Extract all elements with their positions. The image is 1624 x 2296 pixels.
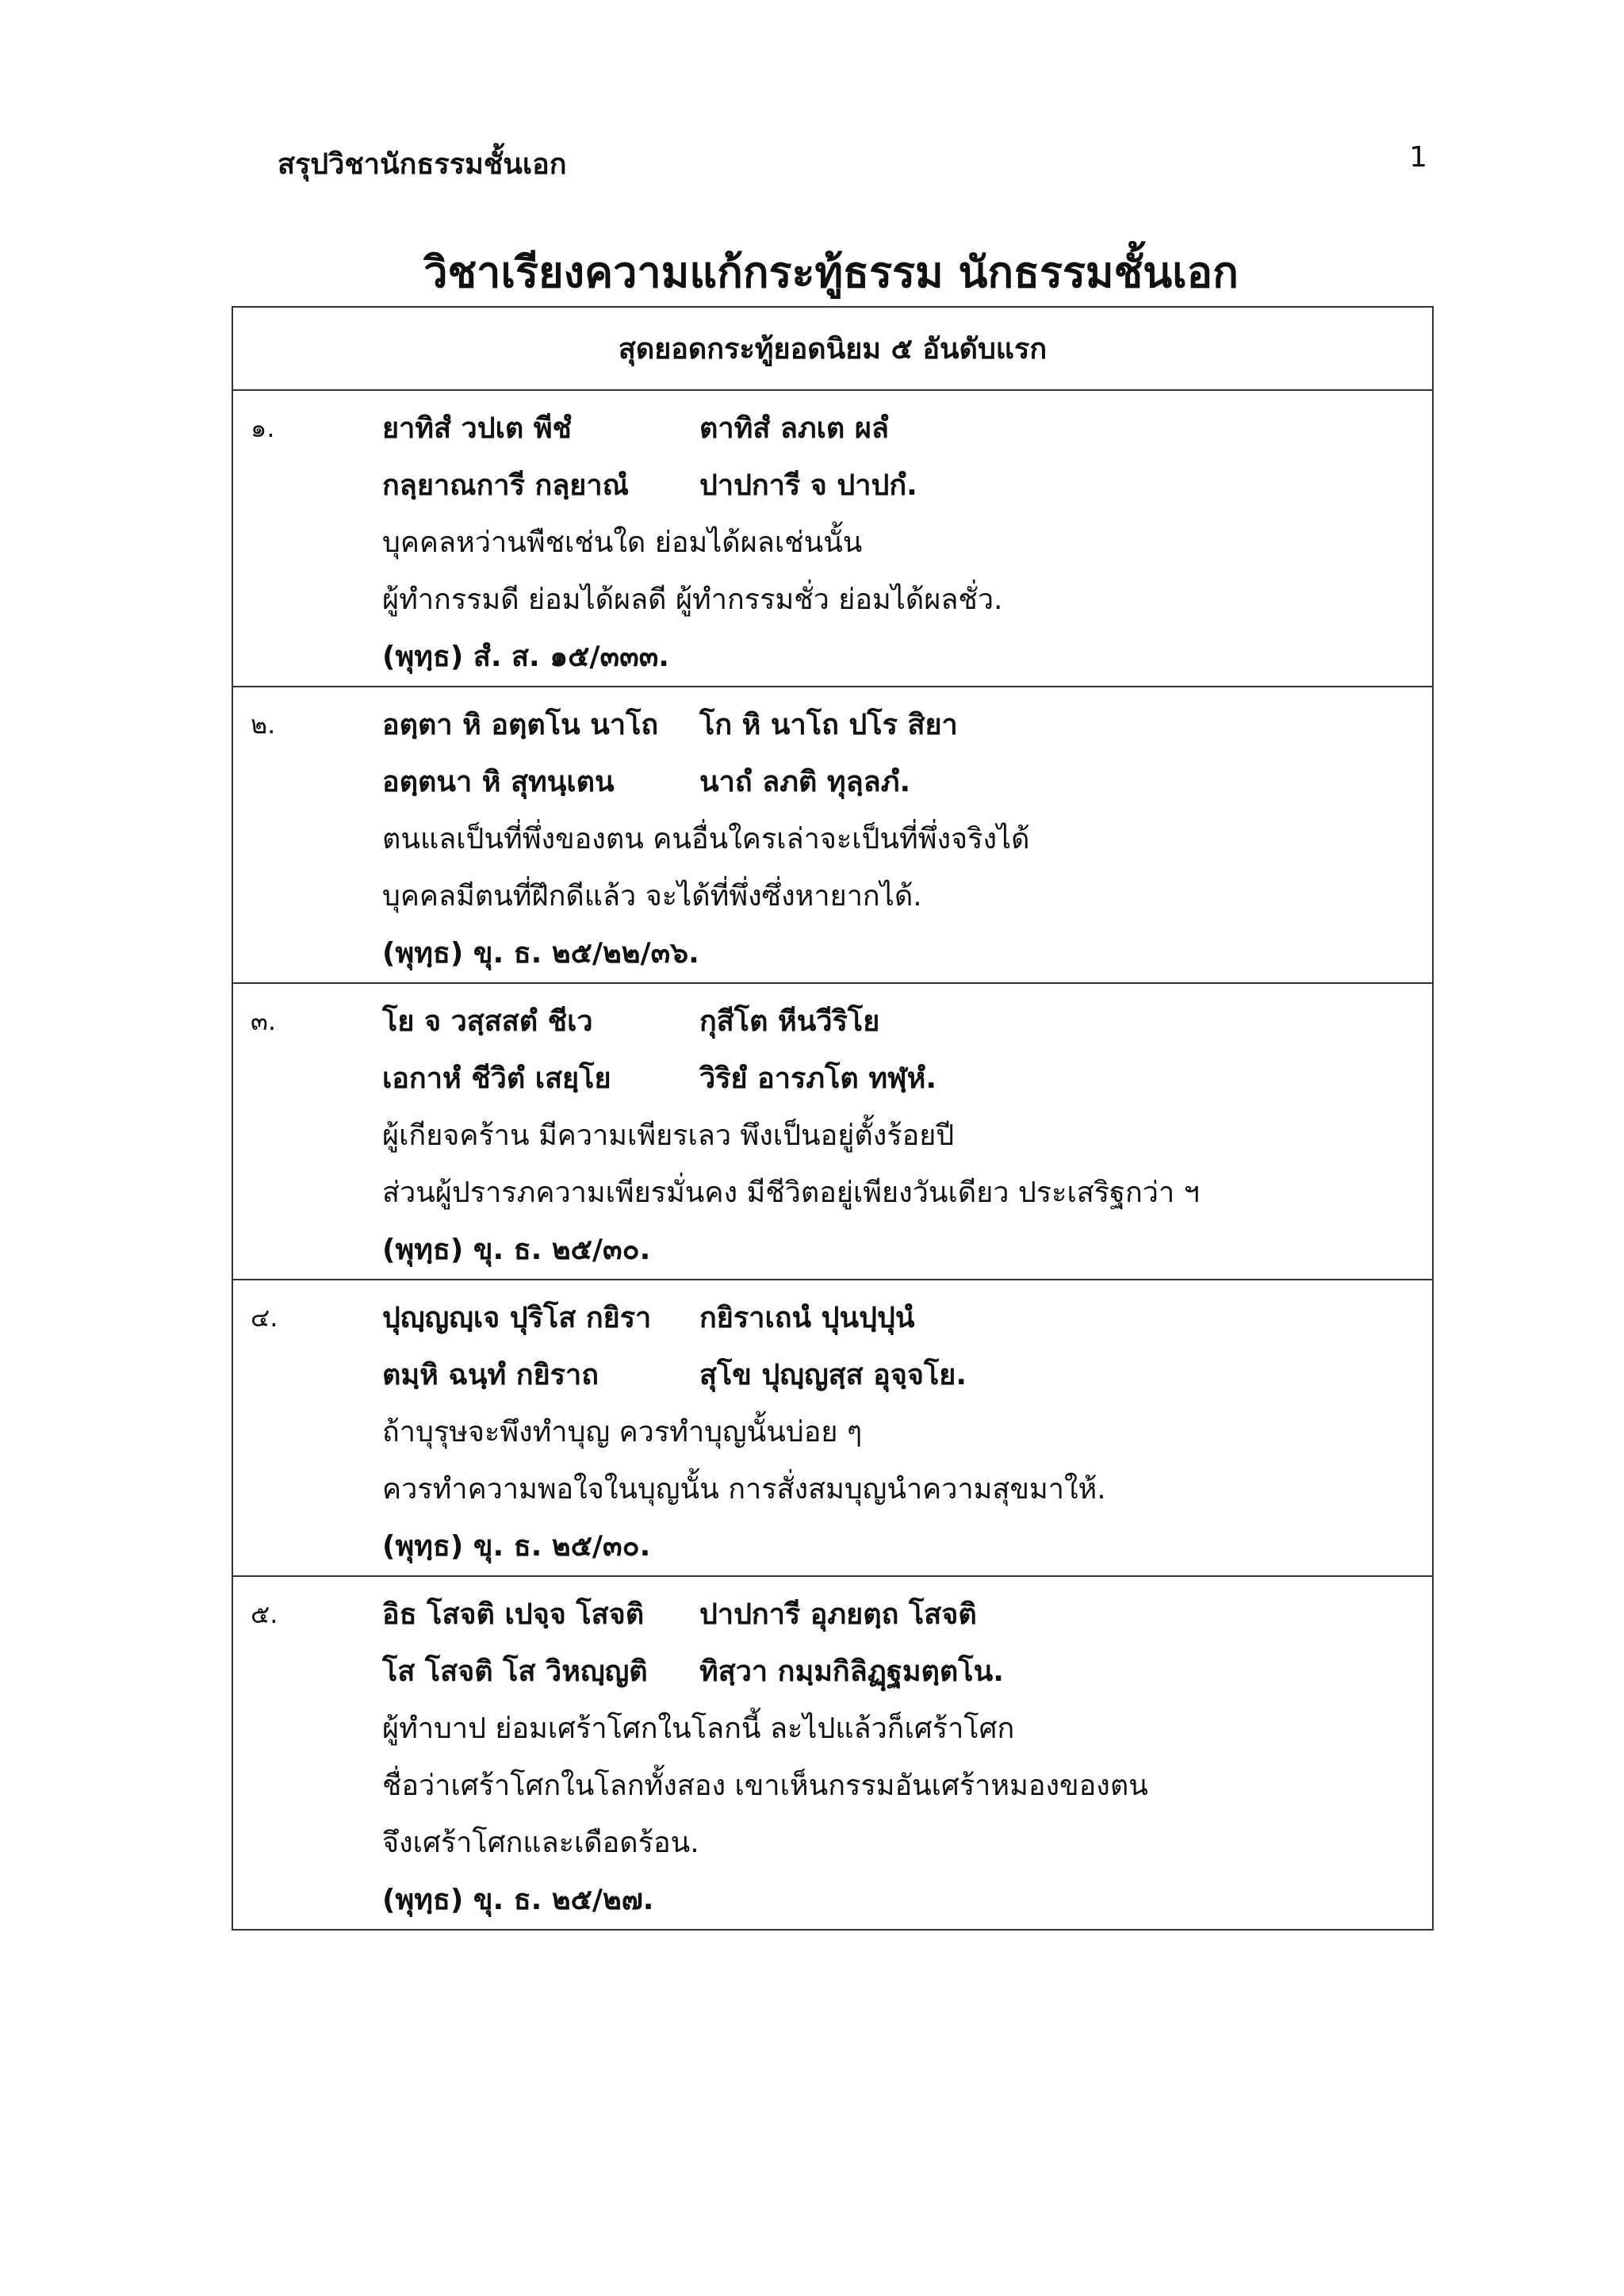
verse-row [232,1576,1433,1930]
pali-line [382,1050,1432,1108]
pali-phrase: กยิราเถนํ ปุนปฺปุนํ [699,1302,915,1334]
pali-phrase: กลฺยาณการี กลฺยาณํ [382,469,630,502]
verse-number: ๕. [251,1599,278,1629]
running-header: สรุปวิชานักธรรมชั้นเอก [278,148,567,181]
translation-line: ควรทำความพอใจในบุญนั้น การสั่งสมบุญนำความสุขมาให้. [382,1473,1106,1506]
verse-number: ๔. [251,1303,278,1333]
verse-reference: (พุทฺธ) ขุ. ธ. ๒๕/๒๗. [382,1884,654,1916]
translation-line: บุคคลมีตนที่ฝึกดีแล้ว จะได้ที่พึ่งซึ่งหายากได้. [382,880,922,913]
translation-line: ถ้าบุรุษจะพึงทำบุญ ควรทำบุญนั้นบ่อย ๆ [382,1416,863,1448]
pali-phrase: ทิสฺวา กมฺมกิลิฏฺฐมตฺตโน. [699,1655,1004,1688]
translation-line: ตนแลเป็นที่พึ่งของตน คนอื่นใครเล่าจะเป็นที่พึ่งจริงได้ [382,823,1030,855]
verse-reference: (พุทฺธ) ขุ. ธ. ๒๕/๒๒/๓๖. [382,937,699,970]
verses-table [232,306,1434,1931]
verse-number: ๑. [251,413,275,443]
pali-line [382,457,1432,515]
verse-reference: (พุทฺธ) สํ. ส. ๑๕/๓๓๓. [382,641,669,673]
pali-phrase: โย จ วสฺสสตํ ชีเว [382,1005,593,1038]
pali-phrase: ตมฺหิ ฉนฺทํ กยิราถ [382,1359,599,1391]
verse-number: ๓. [251,1006,277,1036]
pali-phrase: สุโข ปุญฺญสฺส อุจฺจโย. [699,1359,967,1391]
translation-line: ชื่อว่าเศร้าโศกในโลกทั้งสอง เขาเห็นกรรมอันเศร้าหมองของตน [382,1770,1148,1802]
verse-row [232,1280,1433,1576]
pali-line [382,1644,1432,1701]
pali-phrase: วิริยํ อารภโต ทฬฺหํ. [699,1062,937,1095]
pali-phrase: โส โสจติ โส วิหญฺญติ [382,1655,648,1688]
pali-line [382,1347,1432,1404]
translation-line: ผู้ทำบาป ย่อมเศร้าโศกในโลกนี้ ละไปแล้วก็เศร้าโศก [382,1712,1015,1745]
verse-row [232,687,1433,983]
verse-reference: (พุทฺธ) ขุ. ธ. ๒๕/๓๐. [382,1234,651,1266]
pali-phrase: ปุญฺญญฺเจ ปุริโส กยิรา [382,1302,652,1334]
pali-line [382,754,1432,811]
pali-phrase: กุสีโต หีนวีริโย [699,1005,880,1038]
pali-phrase: ปาปการี อุภยตฺถ โสจติ [699,1598,977,1631]
pali-phrase: อตฺตนา หิ สุทนฺเตน [382,766,615,798]
page-number: 1 [1409,141,1427,174]
pali-phrase: นาถํ ลภติ ทุลฺลภํ. [699,766,911,798]
pali-line [382,993,1432,1050]
pali-phrase: โก หิ นาโถ ปโร สิยา [699,709,958,741]
document-title: วิชาเรียงความแก้กระทู้ธรรม นักธรรมชั้นเอก [423,247,1239,297]
pali-phrase: ยาทิสํ วปเต พีชํ [382,412,572,445]
pali-phrase: เอกาหํ ชีวิตํ เสยฺโย [382,1062,611,1095]
verse-row [232,390,1433,687]
verse-number: ๒. [251,710,276,740]
translation-line: ผู้เกียจคร้าน มีความเพียรเลว พึงเป็นอยู่ตั้งร้อยปี [382,1119,955,1152]
pali-line [382,697,1432,754]
pali-phrase: ตาทิสํ ลภเต ผลํ [699,412,889,445]
verse-row [232,983,1433,1280]
verse-reference: (พุทฺธ) ขุ. ธ. ๒๕/๓๐. [382,1530,651,1563]
translation-line: บุคคลหว่านพืชเช่นใด ย่อมได้ผลเช่นนั้น [382,526,863,559]
pali-line [382,1586,1432,1644]
translation-line: ส่วนผู้ปรารภความเพียรมั่นคง มีชีวิตอยู่เพียงวันเดียว ประเสริฐกว่า ฯ [382,1177,1200,1209]
table-heading: สุดยอดกระทู้ยอดนิยม ๕ อันดับแรก [232,307,1433,390]
pali-phrase: อตฺตา หิ อตฺตโน นาโถ [382,709,659,741]
pali-phrase: ปาปการี จ ปาปกํ. [699,469,917,502]
translation-line: ผู้ทำกรรมดี ย่อมได้ผลดี ผู้ทำกรรมชั่ว ย่อมได้ผลชั่ว. [382,584,1003,616]
pali-line [382,400,1432,457]
translation-line: จึงเศร้าโศกและเดือดร้อน. [382,1827,699,1859]
pali-phrase: อิธ โสจติ เปจฺจ โสจติ [382,1598,645,1631]
pali-line [382,1290,1432,1347]
